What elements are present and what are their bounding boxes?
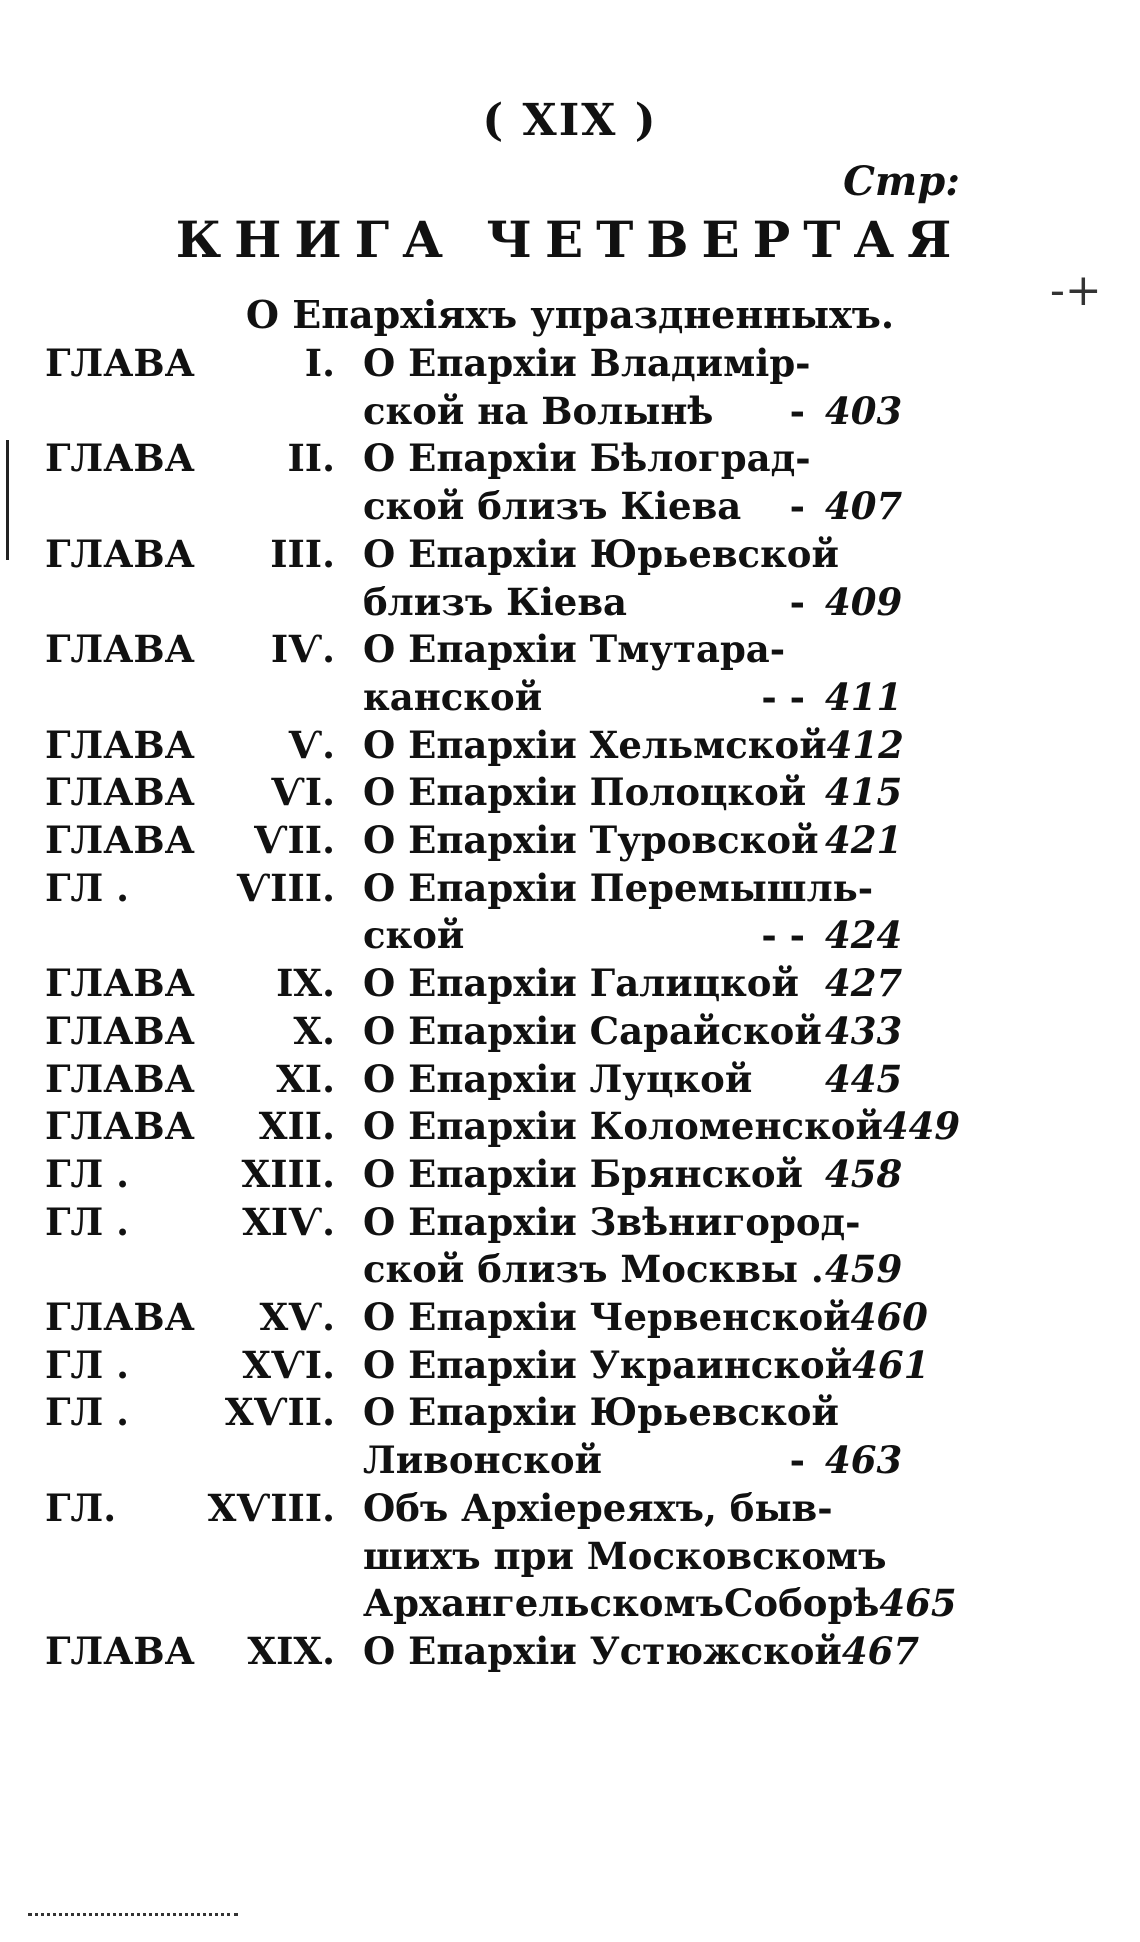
chapter-label — [45, 1008, 335, 1056]
chapter-description — [335, 1008, 903, 1056]
chapter-prefix: ГЛ . — [45, 1390, 130, 1435]
description-text: близъ Кіева — [363, 579, 628, 624]
page-column-label: Стр: — [843, 158, 960, 205]
margin-rule — [6, 440, 9, 560]
page-number — [839, 531, 895, 579]
page-number: 403 — [825, 388, 903, 433]
chapter-prefix: ГЛАВА — [45, 722, 195, 767]
page-number — [825, 435, 895, 483]
description-line — [363, 960, 903, 1008]
description-text: ской на Волынѣ — [363, 388, 714, 433]
chapter-prefix: ГЛАВА — [45, 341, 195, 385]
chapter-prefix: ГЛ. — [45, 1485, 117, 1530]
description-line — [363, 1103, 961, 1151]
description-line — [363, 1008, 903, 1056]
chapter-description — [335, 1342, 930, 1390]
chapter-label — [45, 1628, 335, 1676]
toc-entry — [45, 1294, 1005, 1342]
page-number: 461 — [852, 1342, 930, 1387]
chapter-number: XI. — [276, 1056, 335, 1101]
chapter-prefix: ГЛАВА — [45, 436, 195, 481]
chapter-description — [335, 865, 903, 960]
page-number: 460 — [850, 1295, 928, 1340]
description-text: О Епархіи Перемышль- — [363, 865, 874, 910]
chapter-label — [45, 1294, 335, 1342]
description-text: шихъ при Московскомъ — [363, 1533, 887, 1578]
page-number: 465 — [879, 1581, 957, 1626]
chapter-description — [335, 960, 903, 1008]
description-line — [363, 626, 895, 674]
description-line — [363, 1246, 903, 1294]
toc-entry — [45, 865, 1005, 960]
description-line — [363, 435, 895, 483]
page-number — [833, 1485, 895, 1533]
description-text: О Епархіи Хельмской — [363, 722, 827, 767]
chapter-label — [45, 1389, 335, 1437]
chapter-number: XIII. — [241, 1151, 335, 1196]
toc-entry — [45, 960, 1005, 1008]
description-line — [363, 1389, 895, 1437]
chapter-number: XѴII. — [224, 1390, 335, 1435]
chapter-label — [45, 817, 335, 865]
chapter-description — [335, 1628, 920, 1676]
chapter-prefix: ГЛАВА — [45, 1008, 195, 1053]
toc-entry — [45, 1199, 1005, 1294]
description-text: ской близъ Кіева — [363, 484, 742, 529]
toc-entry — [45, 1056, 1005, 1104]
chapter-prefix: ГЛ . — [45, 1199, 130, 1244]
description-text: О Епархіи Устюжской — [363, 1628, 842, 1673]
chapter-description — [335, 626, 903, 721]
chapter-number: ѴII. — [253, 818, 335, 863]
description-text: Объ Архіереяхъ, быв- — [363, 1485, 833, 1530]
toc-entry — [45, 817, 1005, 865]
description-text: О Епархіи Галицкой — [363, 961, 799, 1006]
chapter-description — [335, 1151, 903, 1199]
description-text: О Епархіи Звѣнигород- — [363, 1199, 861, 1244]
description-line — [363, 1533, 895, 1581]
toc-entry — [45, 340, 1005, 435]
toc-entry — [45, 626, 1005, 721]
description-text: О Епархіи Украинской — [363, 1342, 853, 1387]
leader-dash: - - — [761, 913, 805, 958]
page-number: 409 — [825, 579, 903, 624]
chapter-description — [335, 1103, 961, 1151]
chapter-number: XѴ. — [259, 1295, 335, 1340]
page-folio: ( XIX ) — [482, 95, 658, 146]
bottom-rule — [28, 1910, 238, 1916]
description-text: О Епархіи Юрьевской — [363, 531, 839, 576]
toc-entry — [45, 1103, 1005, 1151]
margin-mark: -+ — [1050, 265, 1102, 316]
chapter-label — [45, 865, 335, 913]
description-text: О Епархіи Туровской — [363, 818, 819, 863]
toc-entry — [45, 769, 1005, 817]
chapter-label — [45, 1199, 335, 1247]
toc-entry — [45, 1628, 1005, 1676]
chapter-prefix: ГЛАВА — [45, 961, 195, 1006]
page-number — [861, 1199, 895, 1247]
leader-dash: - — [789, 484, 805, 529]
chapter-prefix: ГЛ . — [45, 865, 130, 910]
page-number: 458 — [825, 1151, 903, 1196]
chapter-number: IX. — [276, 961, 335, 1006]
description-line — [363, 1199, 895, 1247]
page-number: 449 — [882, 1104, 961, 1149]
chapter-description — [335, 817, 903, 865]
description-text: АрхангельскомъСоборѣ — [363, 1581, 880, 1626]
description-text: О Епархіи Юрьевской — [363, 1390, 839, 1435]
chapter-label — [45, 769, 335, 817]
description-line — [363, 1485, 895, 1533]
chapter-description — [335, 1389, 903, 1484]
toc-entry — [45, 531, 1005, 626]
page-number — [873, 865, 895, 913]
book-title: КНИГА ЧЕТВЕРТАЯ — [175, 210, 965, 269]
description-line — [363, 817, 903, 865]
page-number: 424 — [825, 913, 903, 958]
leader-dash: - - — [761, 674, 805, 719]
page-number — [839, 1389, 895, 1437]
description-text: канской — [363, 674, 543, 719]
chapter-description — [335, 722, 904, 770]
chapter-label — [45, 1485, 335, 1533]
page-number: 433 — [825, 1008, 903, 1053]
chapter-label — [45, 1056, 335, 1104]
toc-entry — [45, 435, 1005, 530]
table-of-contents — [45, 340, 1005, 1676]
description-line — [363, 1628, 920, 1676]
page-number: 427 — [825, 961, 903, 1006]
chapter-prefix: ГЛАВА — [45, 770, 195, 815]
chapter-prefix: ГЛАВА — [45, 531, 195, 576]
description-text: О Епархіи Бѣлоград- — [363, 436, 811, 481]
description-text: О Епархіи Полоцкой — [363, 770, 807, 815]
description-text: О Епархіи Червенской — [363, 1295, 851, 1340]
chapter-description — [335, 531, 903, 626]
page-number: 407 — [825, 484, 903, 529]
description-text: О Епархіи Сарайской — [363, 1008, 822, 1053]
page-number: 415 — [825, 770, 903, 815]
chapter-label — [45, 531, 335, 579]
chapter-label — [45, 340, 335, 388]
chapter-number: II. — [287, 436, 335, 481]
description-line — [363, 722, 904, 770]
page-number: 411 — [825, 674, 903, 719]
chapter-prefix: ГЛАВА — [45, 1295, 195, 1340]
chapter-label — [45, 435, 335, 483]
chapter-number: Ѵ. — [288, 722, 335, 767]
description-text: О Епархіи Брянской — [363, 1151, 803, 1196]
page-number: 445 — [825, 1056, 903, 1101]
page-number: 463 — [825, 1438, 903, 1483]
description-text: ской близъ Москвы . — [363, 1247, 824, 1292]
toc-entry — [45, 1151, 1005, 1199]
leader-dash: - — [789, 388, 805, 433]
chapter-label — [45, 1151, 335, 1199]
toc-entry — [45, 1389, 1005, 1484]
chapter-number: XII. — [258, 1104, 335, 1149]
description-line — [363, 388, 903, 436]
leader-dash: - — [789, 1438, 805, 1483]
description-text: О Епархіи Тмутара- — [363, 627, 786, 672]
description-line — [363, 483, 903, 531]
chapter-description — [335, 769, 903, 817]
chapter-description — [335, 1199, 903, 1294]
description-text: О Епархіи Луцкой — [363, 1056, 753, 1101]
page-number — [825, 626, 895, 674]
description-line — [363, 340, 895, 388]
leader-dash: - — [789, 579, 805, 624]
chapter-label — [45, 1103, 335, 1151]
chapter-number: ѴIII. — [236, 865, 335, 910]
chapter-number: III. — [270, 531, 335, 576]
description-line — [363, 1437, 903, 1485]
description-text: ской — [363, 913, 465, 958]
description-line — [363, 1580, 957, 1628]
description-line — [363, 1056, 903, 1104]
chapter-number: XѴIII. — [207, 1485, 335, 1530]
chapter-number: I. — [304, 341, 335, 385]
chapter-number: XIѴ. — [242, 1199, 335, 1244]
chapter-label — [45, 722, 335, 770]
page-number: 412 — [826, 722, 904, 767]
page-number: 459 — [825, 1247, 903, 1292]
chapter-number: XѴI. — [242, 1342, 335, 1387]
description-text: Ливонской — [363, 1438, 603, 1483]
description-line — [363, 769, 903, 817]
page-number — [887, 1533, 895, 1581]
chapter-prefix: ГЛАВА — [45, 818, 195, 863]
description-text: О Епархіи Владимір- — [363, 341, 811, 385]
description-line — [363, 1294, 928, 1342]
toc-entry — [45, 722, 1005, 770]
chapter-description — [335, 1294, 928, 1342]
description-line — [363, 865, 895, 913]
toc-entry — [45, 1485, 1005, 1628]
toc-entry — [45, 1008, 1005, 1056]
chapter-number: IѴ. — [270, 627, 335, 672]
description-line — [363, 531, 895, 579]
chapter-prefix: ГЛАВА — [45, 1628, 195, 1673]
description-line — [363, 579, 903, 627]
page-number: 421 — [825, 818, 903, 863]
chapter-prefix: ГЛ . — [45, 1342, 130, 1387]
chapter-prefix: ГЛАВА — [45, 627, 195, 672]
chapter-label — [45, 960, 335, 1008]
chapter-prefix: ГЛ . — [45, 1151, 130, 1196]
chapter-number: ѴI. — [270, 770, 335, 815]
description-line — [363, 1151, 903, 1199]
page-number: 467 — [841, 1628, 920, 1673]
description-line — [363, 912, 903, 960]
chapter-label — [45, 626, 335, 674]
chapter-description — [335, 1056, 903, 1104]
description-line — [363, 674, 903, 722]
chapter-description — [335, 435, 903, 530]
chapter-prefix: ГЛАВА — [45, 1104, 195, 1149]
section-subtitle: О Епархіяхъ упраздненныхъ. — [245, 292, 895, 337]
chapter-number: X. — [293, 1008, 335, 1053]
chapter-prefix: ГЛАВА — [45, 1056, 195, 1101]
page-number — [825, 340, 895, 388]
chapter-label — [45, 1342, 335, 1390]
description-line — [363, 1342, 930, 1390]
description-text: О Епархіи Коломенской — [363, 1104, 883, 1149]
chapter-number: XIX. — [247, 1628, 335, 1673]
toc-entry — [45, 1342, 1005, 1390]
chapter-description — [335, 1485, 957, 1628]
chapter-description — [335, 340, 903, 435]
